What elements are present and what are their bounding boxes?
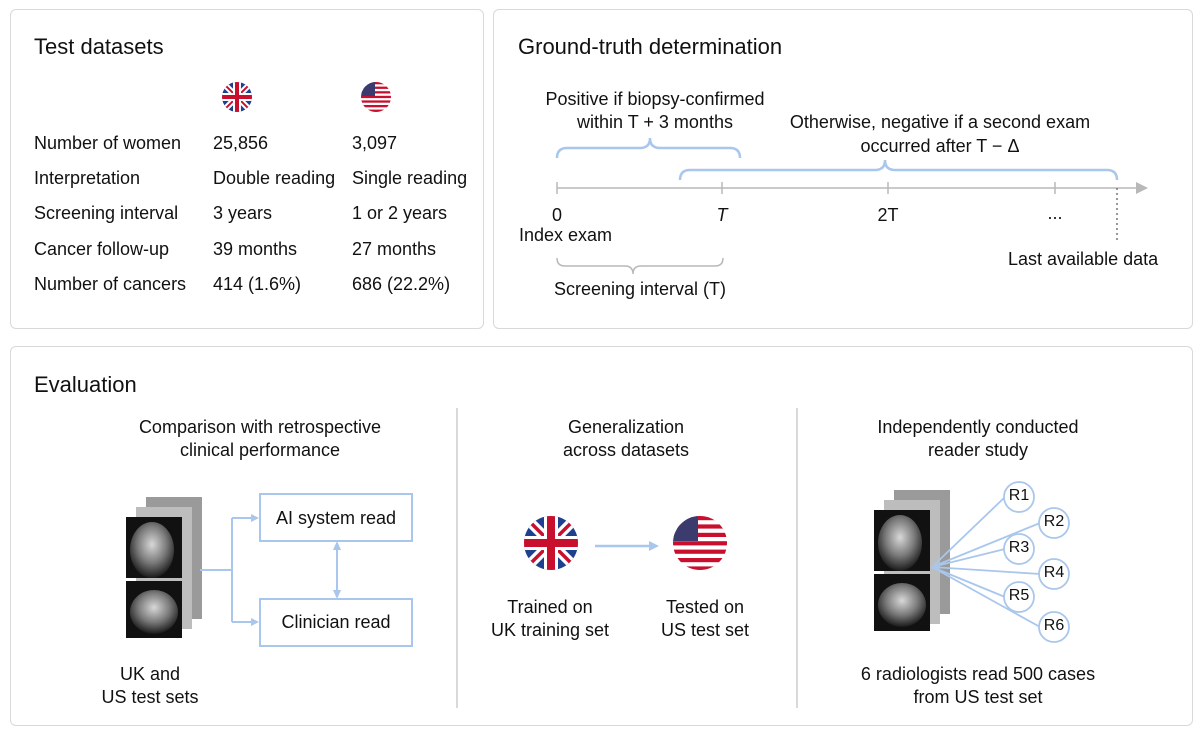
- comparison-heading-line1: Comparison with retrospective: [138, 417, 382, 437]
- reader-label-2: R2: [1043, 513, 1065, 530]
- reader-label-6: R6: [1043, 617, 1065, 634]
- reader-study-heading-line1: Independently conducted: [877, 417, 1079, 437]
- positive-rule-line1: Positive if biopsy-confirmed: [545, 89, 765, 109]
- reader-label-1: R1: [1008, 487, 1030, 504]
- row-label-interpretation: Interpretation: [34, 168, 141, 188]
- reader-label-5: R5: [1008, 587, 1030, 604]
- generalization-heading-line2: across datasets: [562, 440, 690, 460]
- tick-label-0: 0: [551, 205, 562, 225]
- test-datasets-title: Test datasets: [34, 34, 164, 59]
- row-us-women: 3,097: [352, 133, 398, 153]
- reader-label-4: R4: [1043, 564, 1065, 581]
- row-uk-followup: 39 months: [213, 239, 298, 259]
- test-sets-label-line2: US test sets: [101, 687, 199, 707]
- test-sets-label-line1: UK and: [119, 664, 181, 684]
- row-uk-interpretation: Double reading: [213, 168, 336, 188]
- reader-study-caption-line2: from US test set: [913, 687, 1043, 707]
- comparison-heading-line2: clinical performance: [179, 440, 341, 460]
- reader-study-caption-line1: 6 radiologists read 500 cases: [860, 664, 1096, 684]
- ground-truth-title: Ground-truth determination: [518, 34, 783, 59]
- row-label-followup: Cancer follow-up: [34, 239, 170, 259]
- row-uk-women: 25,856: [213, 133, 269, 153]
- generalization-heading-line1: Generalization: [567, 417, 685, 437]
- row-label-women: Number of women: [34, 133, 182, 153]
- last-available-data-label: Last available data: [1008, 249, 1159, 269]
- row-uk-cancers: 414 (1.6%): [213, 274, 302, 294]
- trained-on-line2: UK training set: [490, 620, 610, 640]
- row-us-interval: 1 or 2 years: [352, 203, 448, 223]
- tested-on-line2: US test set: [660, 620, 750, 640]
- clinician-read-label: Clinician read: [281, 612, 391, 632]
- reader-study-heading-line2: reader study: [927, 440, 1029, 460]
- row-us-interpretation: Single reading: [352, 168, 468, 188]
- row-label-cancers: Number of cancers: [34, 274, 187, 294]
- row-us-followup: 27 months: [352, 239, 437, 259]
- row-us-cancers: 686 (22.2%): [352, 274, 451, 294]
- screening-interval-label: Screening interval (T): [553, 279, 727, 299]
- reader-label-3: R3: [1008, 539, 1030, 556]
- row-uk-interval: 3 years: [213, 203, 273, 223]
- tested-on-line1: Tested on: [665, 597, 745, 617]
- row-label-interval: Screening interval: [34, 203, 179, 223]
- evaluation-title: Evaluation: [34, 372, 137, 397]
- tick-label-T: T: [716, 205, 728, 225]
- negative-rule-line1: Otherwise, negative if a second exam: [789, 112, 1091, 132]
- index-exam-label: Index exam: [519, 225, 613, 245]
- tick-label-2T: 2T: [877, 205, 899, 225]
- tick-label-more: ...: [1047, 203, 1063, 223]
- negative-rule-line2: occurred after T − Δ: [860, 136, 1020, 156]
- positive-rule-line2: within T + 3 months: [577, 112, 733, 132]
- trained-on-line1: Trained on: [507, 597, 593, 617]
- ai-system-read-label: AI system read: [275, 508, 397, 528]
